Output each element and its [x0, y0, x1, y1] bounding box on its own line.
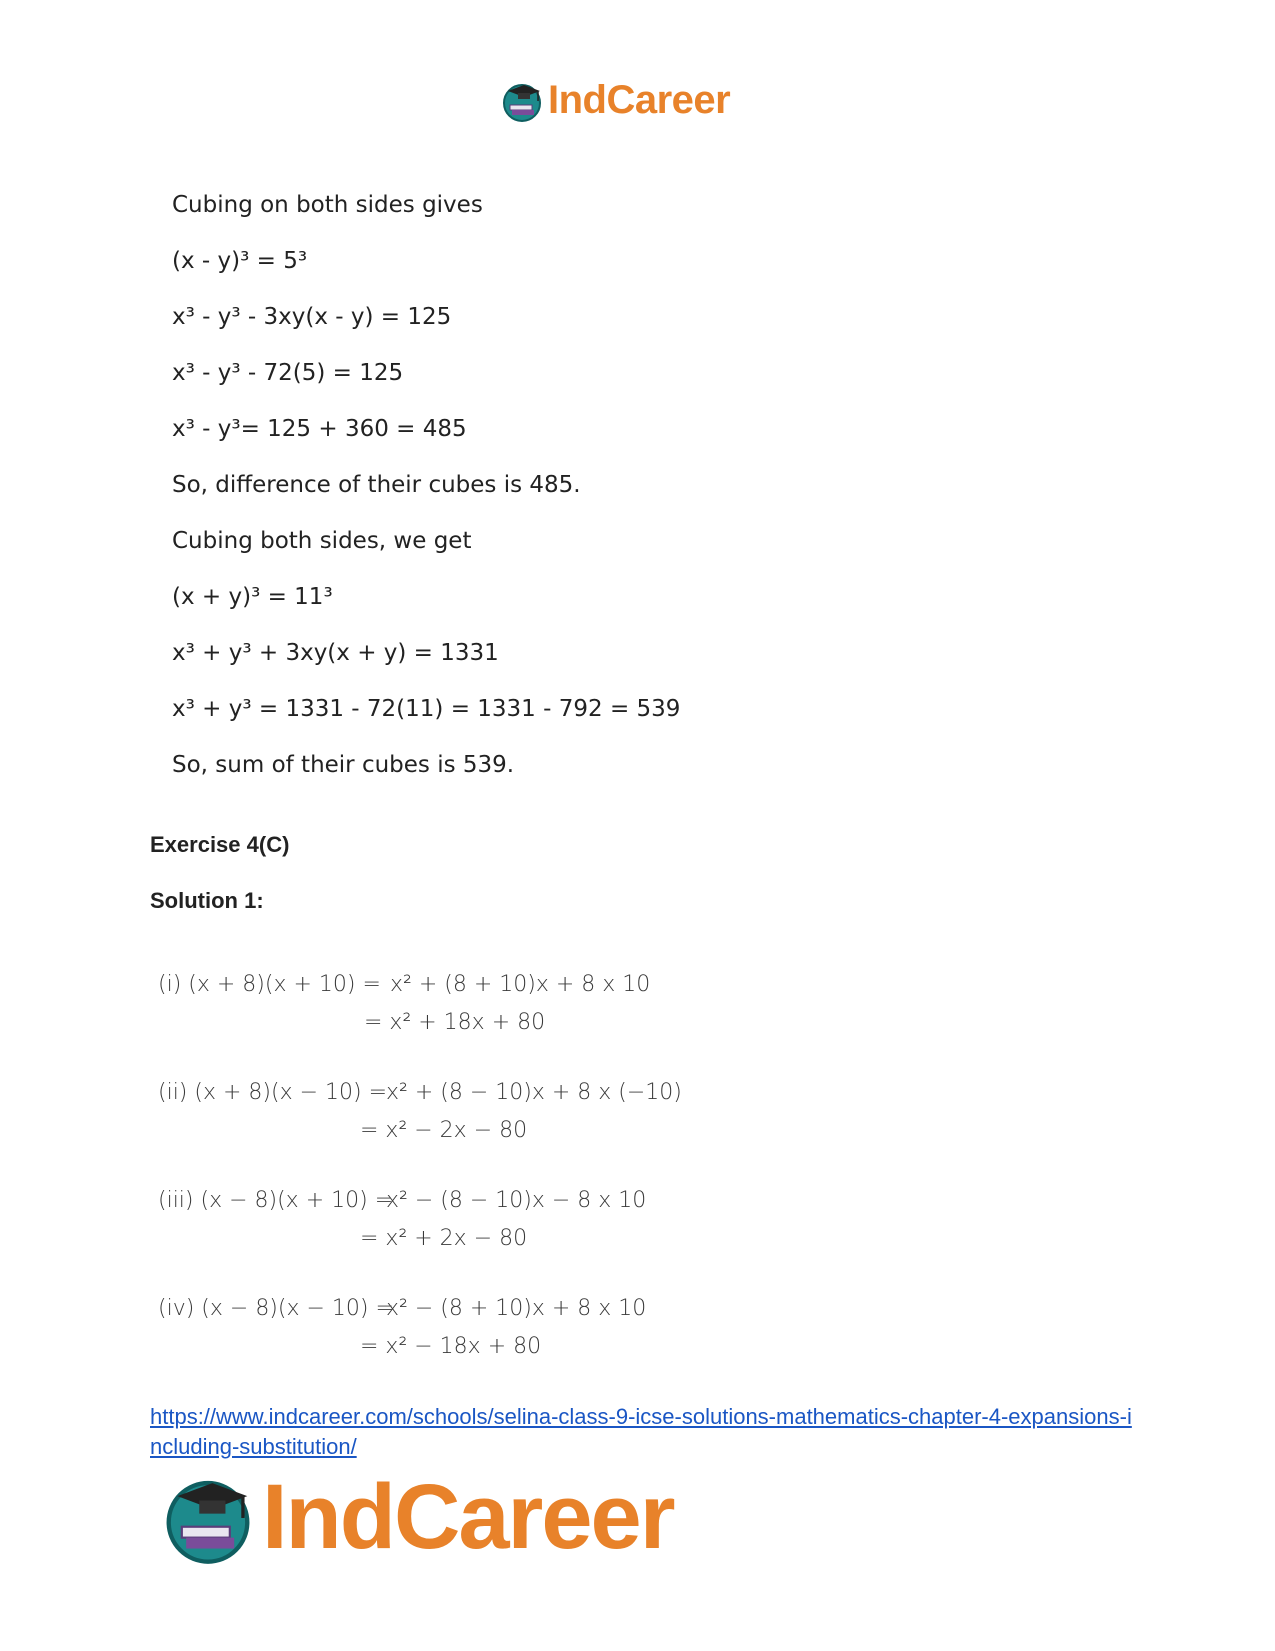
solution-lhs: (iii) (x − 8)(x + 10) =	[158, 1188, 394, 1213]
calculation-block	[172, 190, 680, 806]
solution-step-1: x² + (8 − 10)x + 8 x (−10)	[386, 1080, 682, 1105]
solution-step-2: = x² + 2x − 80	[360, 1226, 528, 1251]
footer-logo-text: IndCareer	[262, 1466, 674, 1568]
solution-step-1: x² − (8 − 10)x − 8 x 10	[386, 1188, 647, 1213]
calculation-line: x³ + y³ + 3xy(x + y) = 1331	[172, 640, 499, 666]
solution-step-1: x² + (8 + 10)x + 8 x 10	[390, 972, 651, 997]
solution-lhs: (ii) (x + 8)(x − 10) =	[158, 1080, 388, 1105]
calculation-line: So, sum of their cubes is 539.	[172, 752, 515, 778]
solution-step-2: = x² − 2x − 80	[360, 1118, 528, 1143]
calculation-line: (x + y)³ = 11³	[172, 584, 333, 610]
graduation-cap-globe-books-icon	[160, 1470, 256, 1566]
calculation-line: x³ - y³ - 72(5) = 125	[172, 360, 404, 386]
exercise-heading: Exercise 4(C)	[150, 832, 290, 857]
calculation-line: (x - y)³ = 5³	[172, 248, 308, 274]
header-logo	[500, 78, 730, 123]
solution-lhs: (iv) (x − 8)(x − 10) =	[158, 1296, 394, 1321]
calculation-line: x³ + y³ = 1331 - 72(11) = 1331 - 792 = 539	[172, 696, 681, 722]
header-logo-text: IndCareer	[548, 78, 731, 122]
solution-heading: Solution 1:	[150, 888, 264, 913]
solution-step-2: = x² + 18x + 80	[364, 1010, 546, 1035]
calculation-line: x³ - y³ - 3xy(x - y) = 125	[172, 304, 452, 330]
source-link[interactable]: https://www.indcareer.com/schools/selina-class-9-icse-solutions-mathematics-chapter-4-expansions-including-substitution/	[150, 1404, 1132, 1459]
solution-step-1: x² − (8 + 10)x + 8 x 10	[386, 1296, 647, 1321]
calculation-line: Cubing both sides, we get	[172, 528, 472, 554]
graduation-cap-globe-books-icon	[500, 79, 544, 123]
calculation-line: Cubing on both sides gives	[172, 192, 483, 218]
calculation-line: So, difference of their cubes is 485.	[172, 472, 581, 498]
footer-logo	[160, 1465, 674, 1570]
calculation-line: x³ - y³= 125 + 360 = 485	[172, 416, 467, 442]
solution-lhs: (i) (x + 8)(x + 10) =	[158, 972, 381, 997]
solution-step-2: = x² − 18x + 80	[360, 1334, 542, 1359]
